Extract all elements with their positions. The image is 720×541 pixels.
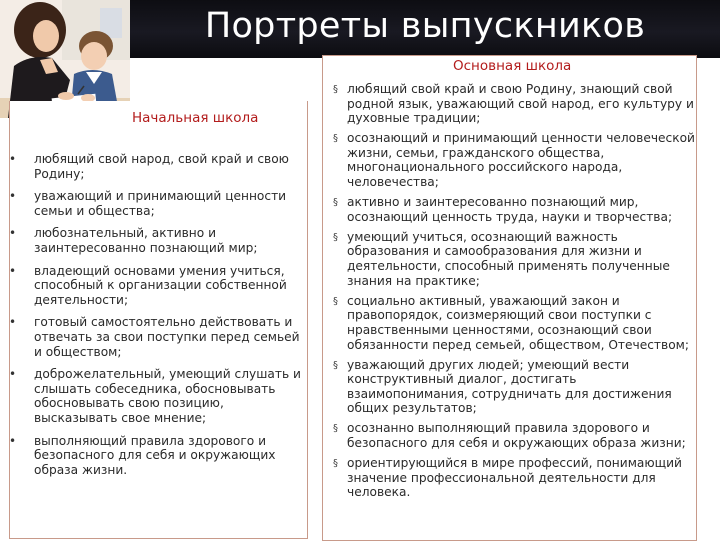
list-item: [9, 367, 304, 425]
list-item: [333, 82, 695, 126]
bullet-icon: §: [333, 231, 338, 243]
list-item: [333, 131, 695, 189]
list-item-text: выполняющий правила здорового и безопасного для себя и окружающих образа жизни.: [34, 433, 276, 477]
list-item-text: осознанно выполняющий правила здорового и безопасного для себя и окружающих образа жизни;: [347, 421, 686, 451]
list-item: [333, 294, 695, 352]
list-item-text: осознающий и принимающий ценности человеческой жизни, семьи, гражданского общества, многонационального российского народа, человечества;: [347, 131, 695, 190]
list-item-text: владеющий основами умения учиться, способный к организации собственной деятельности;: [34, 263, 287, 307]
bullet-icon: §: [333, 458, 338, 470]
list-item: [9, 226, 304, 255]
bullet-icon: •: [9, 189, 17, 204]
bullet-icon: •: [9, 315, 17, 330]
bullet-icon: •: [9, 367, 17, 382]
list-item: [333, 195, 695, 224]
primary-school-list: [9, 152, 304, 477]
list-item: [9, 434, 304, 478]
list-item: [333, 230, 695, 288]
list-item-text: социально активный, уважающий закон и правопорядок, соизмеряющий свои поступки с нравственными ценностями, осознающий свои обязанности перед семьей, обществом, Отечеством;: [347, 293, 689, 352]
bullet-icon: §: [333, 133, 338, 145]
list-item-text: доброжелательный, умеющий слушать и слышать собеседника, обосновывать обосновывать свою позицию, высказывать свое мнение;: [34, 367, 301, 425]
list-item: [9, 189, 304, 218]
list-item-text: уважающий других людей; умеющий вести конструктивный диалог, достигать взаимопонимания, сотрудничать для достижения общих результатов;: [347, 357, 672, 416]
list-item: [9, 152, 304, 181]
list-item-text: уважающий и принимающий ценности семьи и общества;: [34, 189, 287, 218]
list-item-text: ориентирующийся в мире профессий, понимающий значение профессиональной деятельности для человека.: [347, 456, 682, 500]
list-item-text: любящий свой народ, свой край и свою Родину;: [34, 152, 289, 181]
list-item: [333, 358, 695, 416]
list-item-text: готовый самостоятельно действовать и отвечать за свои поступки перед семьей и обществом;: [34, 315, 300, 359]
list-item: [333, 421, 695, 450]
bullet-icon: •: [9, 226, 17, 241]
bullet-icon: §: [333, 84, 338, 95]
bullet-icon: •: [9, 263, 17, 278]
bullet-icon: §: [333, 359, 338, 371]
bullet-icon: §: [333, 197, 338, 209]
bullet-icon: •: [9, 152, 17, 166]
bullet-icon: §: [333, 295, 338, 307]
list-item: [333, 456, 695, 500]
basic-school-heading: Основная школа: [453, 58, 572, 74]
bullet-icon: •: [9, 433, 17, 448]
bullet-icon: §: [333, 423, 338, 435]
list-item-text: любознательный, активно и заинтересованно познающий мир;: [34, 226, 258, 255]
list-item-text: любящий свой край и свою Родину, знающий свой родной язык, уважающий свой народ, его культуру и духовные традиции;: [347, 82, 694, 126]
basic-school-list: [333, 82, 695, 500]
list-item-text: умеющий учиться, осознающий важность образования и самообразования для жизни и деятельности, способный применять полученные знания на практике;: [347, 229, 670, 288]
list-item: [9, 315, 304, 359]
primary-school-heading: Начальная школа: [132, 110, 259, 126]
list-item: [9, 264, 304, 308]
page-title: Портреты выпускников: [204, 6, 646, 46]
list-item-text: активно и заинтересованно познающий мир, осознающий ценность труда, науки и творчества;: [347, 195, 673, 224]
